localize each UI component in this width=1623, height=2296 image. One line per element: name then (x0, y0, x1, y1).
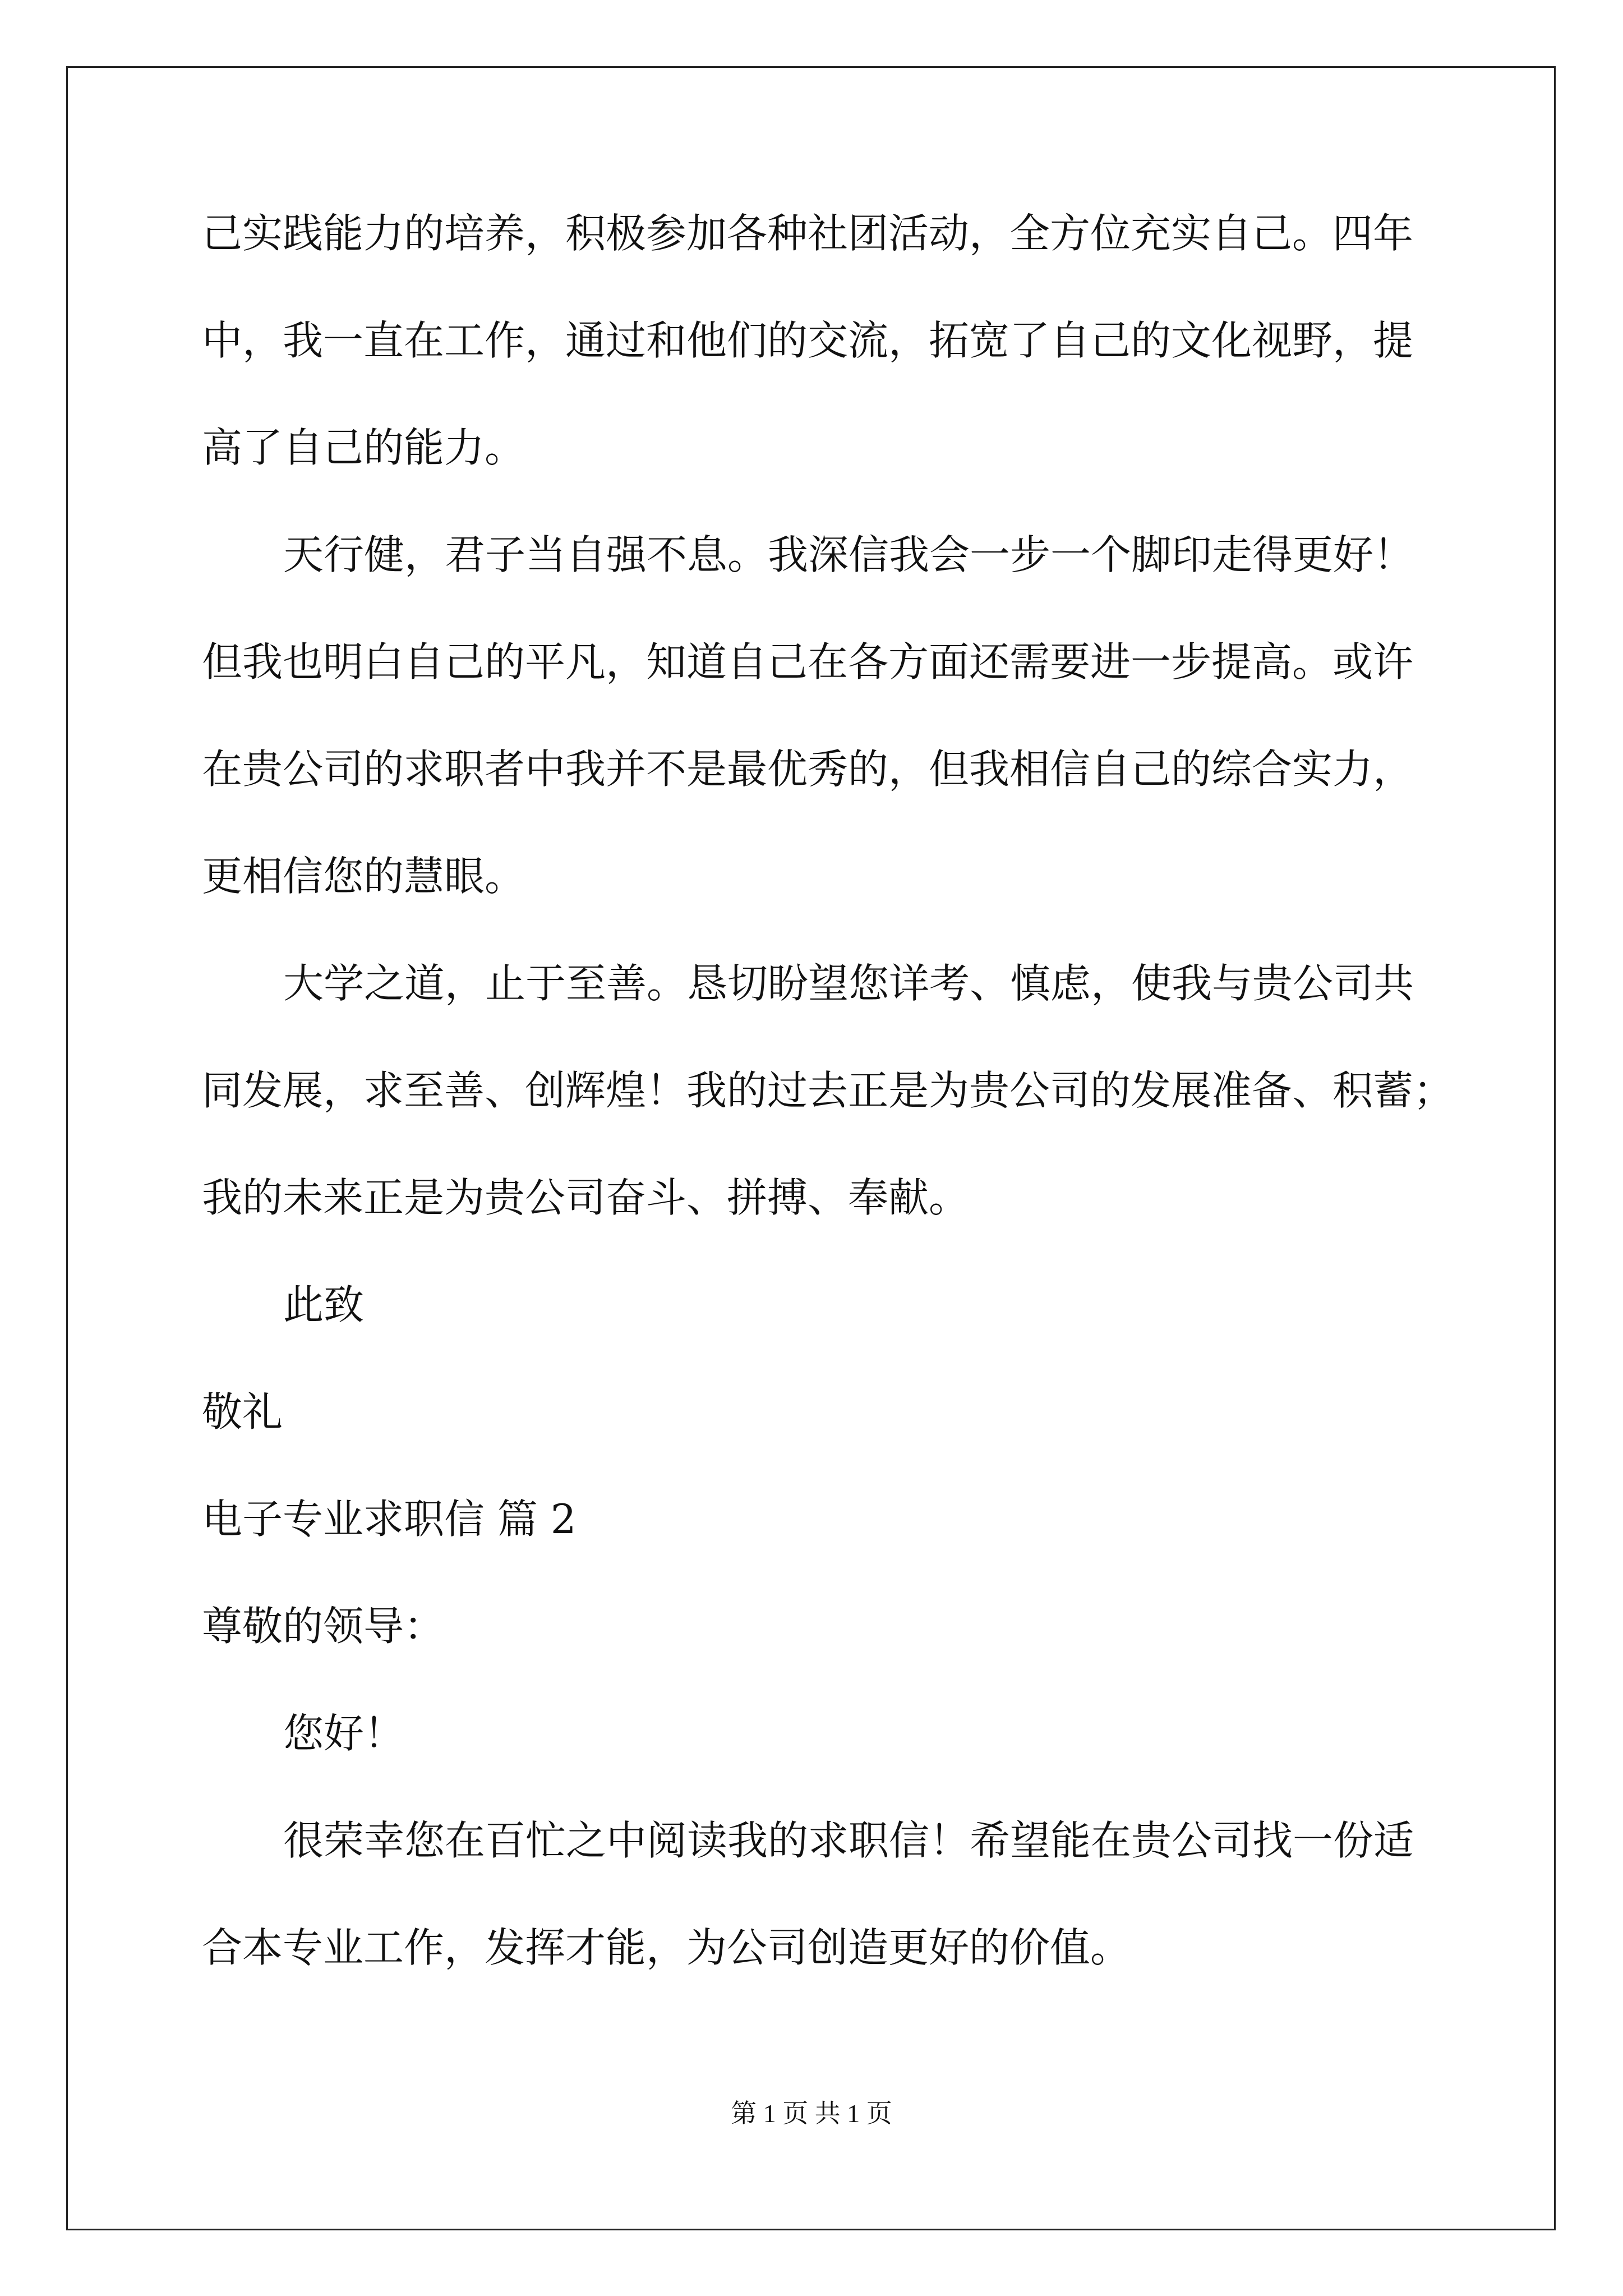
text-line-7: 更相信您的慧眼。 (202, 853, 525, 900)
page-number-footer: 第 1 页 共 1 页 (731, 2099, 892, 2128)
text-line-2: 中，我一直在工作，通过和他们的交流，拓宽了自己的文化视野，提 (202, 317, 1414, 364)
salutation-regards: 敬礼 (202, 1388, 283, 1435)
text-line-16: 很荣幸您在百忙之中阅读我的求职信！希望能在贵公司找一份适 (283, 1817, 1414, 1864)
text-line-10: 我的未来正是为贵公司奋斗、拼搏、奉献。 (202, 1174, 970, 1221)
text-line-17: 合本专业工作，发挥才能，为公司创造更好的价值。 (202, 1924, 1131, 1971)
text-line-5: 但我也明白自己的平凡，知道自己在各方面还需要进一步提高。或许 (202, 638, 1414, 685)
text-line-3: 高了自己的能力。 (202, 424, 525, 471)
text-line-1: 己实践能力的培养，积极参加各种社团活动，全方位充实自己。四年 (202, 210, 1414, 257)
greeting-address: 尊敬的领导： (202, 1603, 445, 1650)
greeting-hello: 您好！ (283, 1710, 405, 1757)
text-line-4: 天行健，君子当自强不息。我深信我会一步一个脚印走得更好！ (283, 531, 1414, 578)
text-line-6: 在贵公司的求职者中我并不是最优秀的，但我相信自己的综合实力， (202, 746, 1414, 793)
text-line-9: 同发展，求至善、创辉煌！我的过去正是为贵公司的发展准备、积蓄； (202, 1067, 1454, 1114)
salutation-closing: 此致 (283, 1281, 365, 1328)
text-line-8: 大学之道，止于至善。恳切盼望您详考、慎虑，使我与贵公司共 (283, 960, 1414, 1007)
document-body (202, 210, 1454, 2035)
section-heading: 电子专业求职信 篇 2 (202, 1496, 577, 1543)
